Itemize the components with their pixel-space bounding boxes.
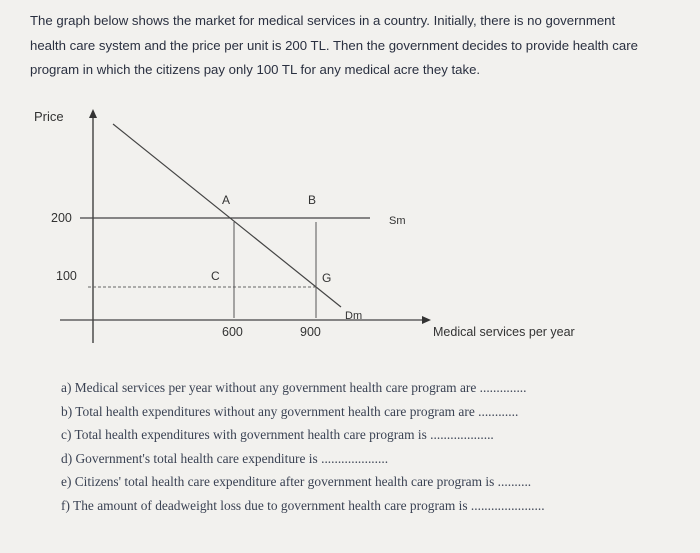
question-c: c) Total health expenditures with government health care program is ................... [61,427,494,442]
demand-label: Dm [345,310,363,322]
y-axis-arrow [89,109,97,118]
question-f: f) The amount of deadweight loss due to government health care program is ...................... [61,497,545,513]
intro-line-1: The graph below shows the market for medical services in a country. Initially, there is no government [30,13,616,28]
question-e: e) Citizens' total health care expenditure after government health care program is .......... [61,474,532,489]
point-g-label: G [322,271,332,285]
intro-line-3: program in which the citizens pay only 100 TL for any medical acre they take. [30,62,481,77]
question-d: d) Government's total health care expenditure is .................... [61,450,389,466]
point-c-label: C [211,269,220,283]
quantity-tick-600: 600 [222,325,243,339]
y-axis-label: Price [34,109,64,124]
x-axis-arrow [422,316,431,324]
point-b-label: B [308,193,317,207]
demand-curve [113,124,341,307]
quantity-tick-900: 900 [300,325,321,339]
x-axis-label: Medical services per year [433,325,575,339]
question-b: b) Total health expenditures without any government health care program are ............ [61,403,519,419]
point-a-label: A [222,193,231,207]
supply-label: Sm [389,215,406,227]
question-a: a) Medical services per year without any government health care program are .............. [61,380,527,395]
question-list [61,376,681,517]
price-tick-100: 100 [56,269,77,283]
price-tick-200: 200 [51,211,72,225]
intro-line-2: health care system and the price per unit is 200 TL. Then the government decides to provide health care [30,37,638,53]
